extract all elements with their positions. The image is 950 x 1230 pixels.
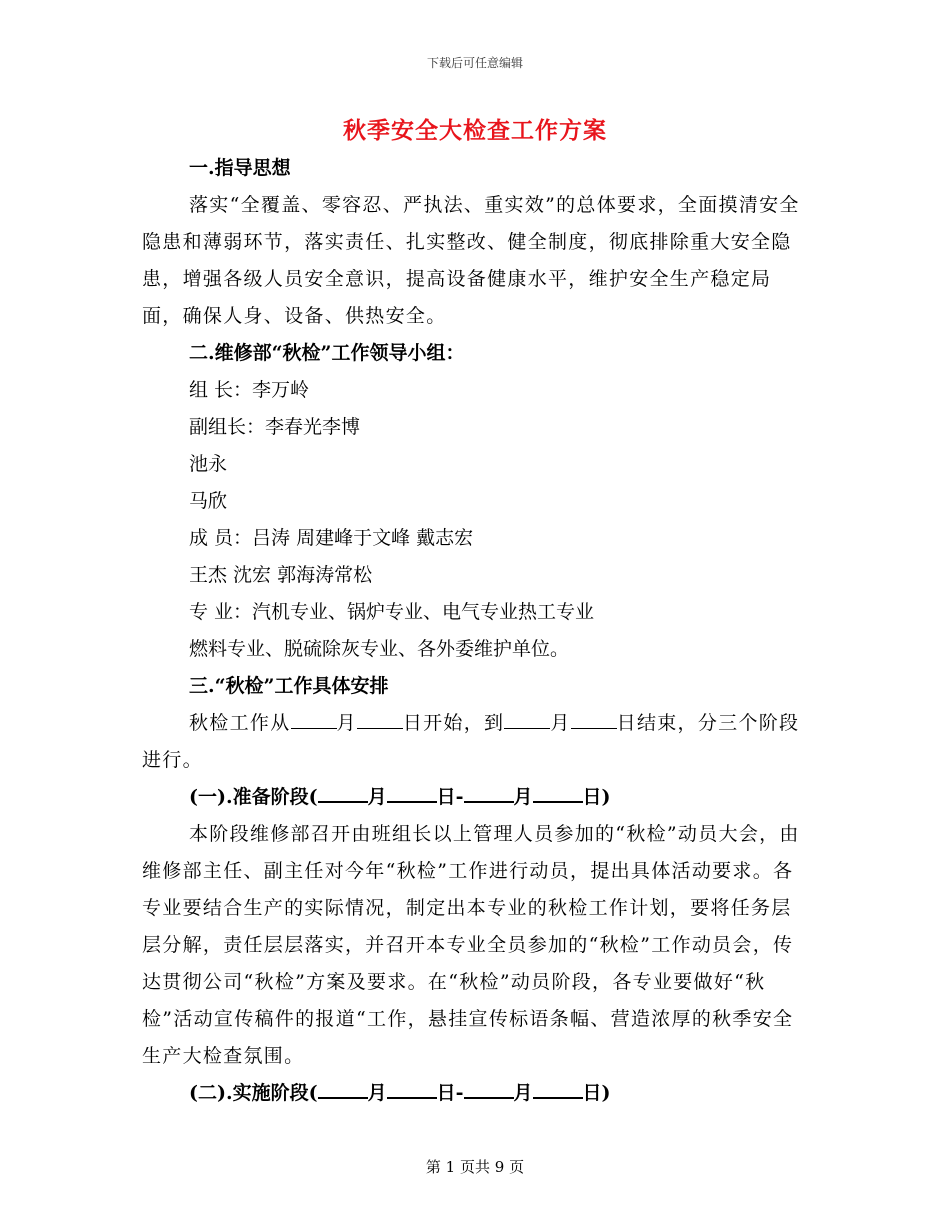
paragraph-schedule: 秋检工作从 月 日开始，到 月 日结束，分三个阶段进行。 xyxy=(142,712,800,771)
specialty-line: 专 业：汽机专业、锅炉专业、电气专业热工专业 xyxy=(189,601,595,623)
group-leader-line: 组 长：李万岭 xyxy=(189,379,310,401)
deputy-leader-line: 副组长：李春光李博 xyxy=(189,416,361,438)
document-body xyxy=(142,150,802,1112)
page-header: 下载后可任意编辑 xyxy=(426,56,523,70)
page-footer: 第 1 页共 9 页 xyxy=(425,1158,525,1176)
section-heading-leadership-group: 二.维修部“秋检”工作领导小组： xyxy=(189,342,465,364)
phase-heading-preparation: (一).准备阶段( 月 日- 月 日) xyxy=(142,779,802,816)
section-heading-guiding-ideology: 一.指导思想 xyxy=(189,157,291,179)
paragraph-guiding-ideology: 落实“全覆盖、零容忍、严执法、重实效”的总体要求，全面摸清安全隐患和薄弱环节，落实责任、扎实整改、健全制度，彻底排除重大安全隐患，增强各级人员安全意识，提高设备健康水平，维护安全生产稳定局面，确保人身、设备、供热安全。 xyxy=(142,194,800,327)
members-line: 成 员：吕涛 周建峰于文峰 戴志宏 xyxy=(189,527,474,549)
deputy-leader-line-2: 池永 xyxy=(189,453,228,475)
paragraph-preparation: 本阶段维修部召开由班组长以上管理人员参加的“秋检”动员大会，由维修部主任、副主任对今年“秋检”工作进行动员，提出具体活动要求。各专业要结合生产的实际情况，制定出本专业的秋检工作计划，要将任务层层分解，责任层层落实，并召开本专业全员参加的“秋检”工作动员会，传达贯彻公司“秋检”方案及要求。在“秋检”动员阶段，各专业要做好“秋检”活动宣传稿件的报道“工作，悬挂宣传标语条幅、营造浓厚的秋季安全生产大检查氛围。 xyxy=(142,823,800,1067)
section-heading-arrangement: 三.“秋检”工作具体安排 xyxy=(189,675,389,697)
phase-heading-implementation: (二).实施阶段( 月 日- 月 日) xyxy=(142,1075,802,1112)
members-line-2: 王杰 沈宏 郭海涛常松 xyxy=(189,564,373,586)
deputy-leader-line-3: 马欣 xyxy=(189,490,228,512)
specialty-line-2: 燃料专业、脱硫除灰专业、各外委维护单位。 xyxy=(189,638,570,660)
document-title: 秋季安全大检查工作方案 xyxy=(343,117,607,144)
